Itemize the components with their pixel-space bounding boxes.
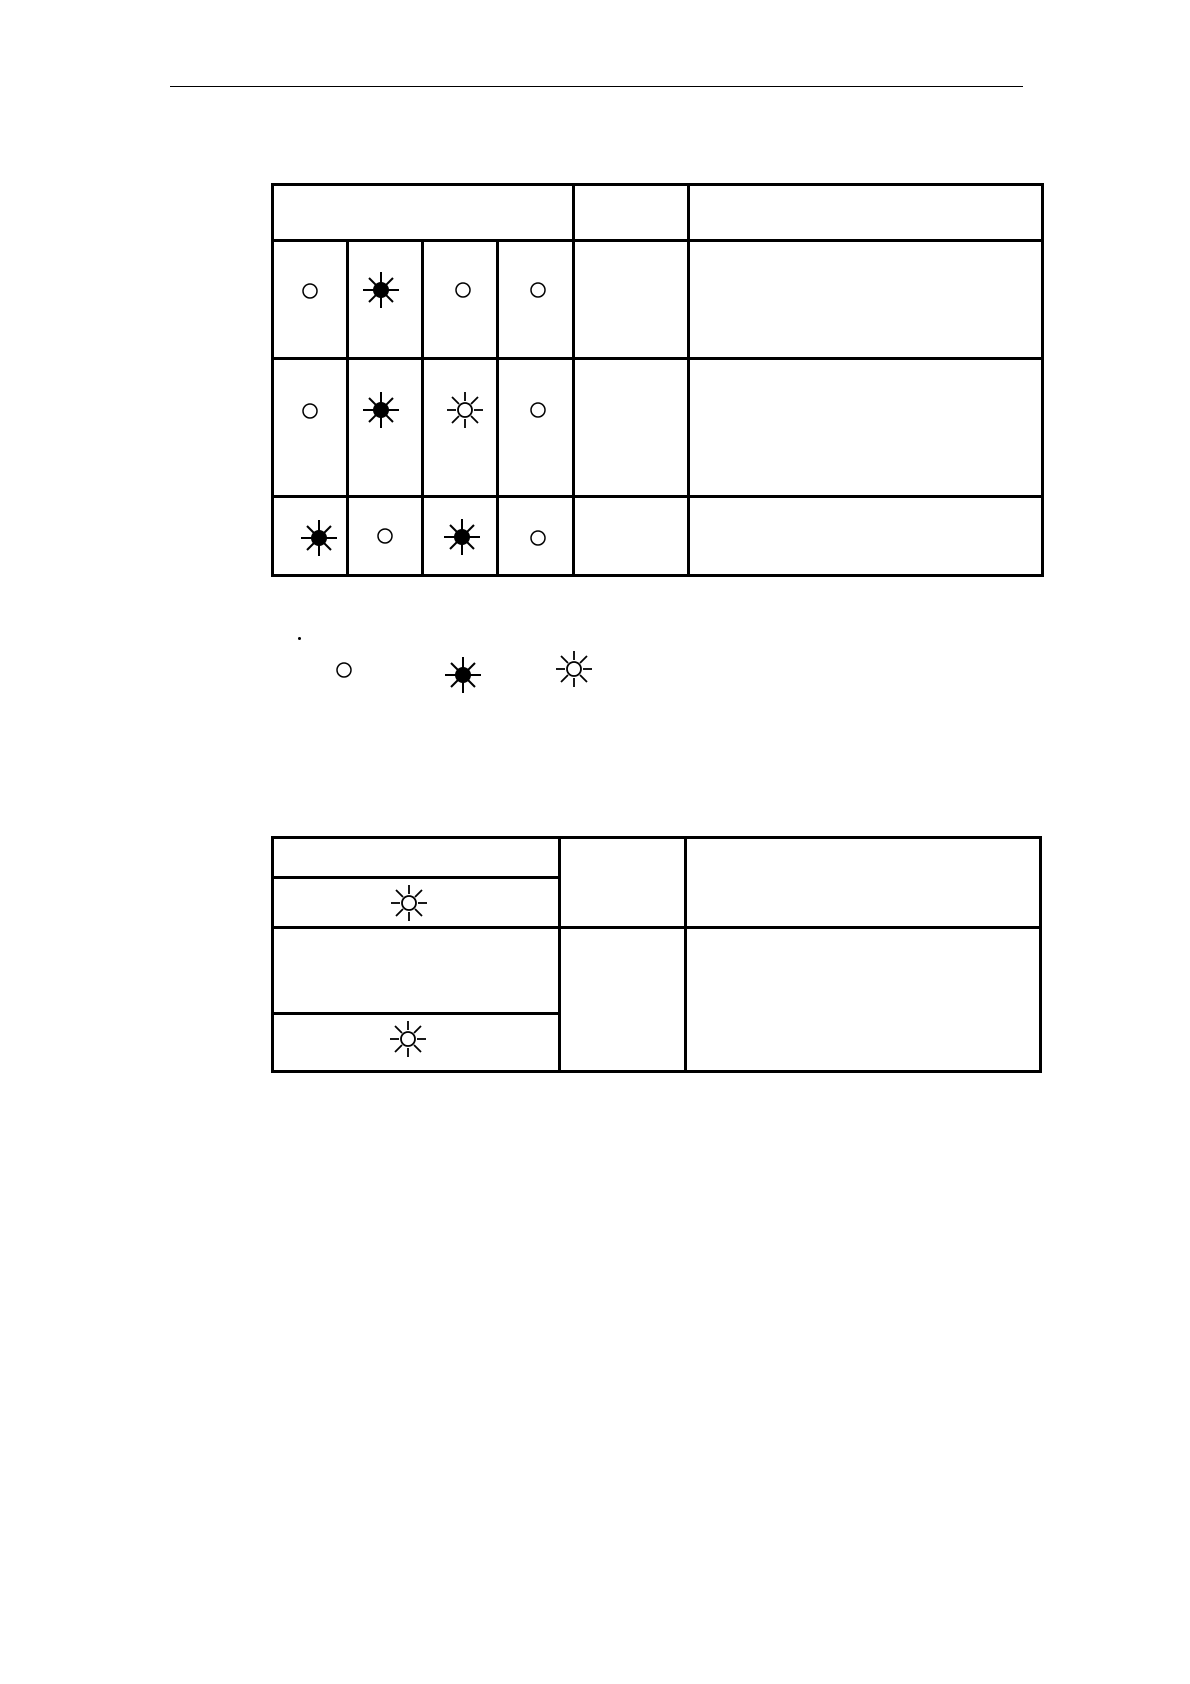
led-off-icon: [290, 391, 330, 431]
led-blink-icon: [445, 390, 485, 430]
led-off-icon: [518, 390, 558, 430]
table1-header-description: [692, 188, 1039, 236]
legend-bullet: [298, 637, 301, 640]
table1-header-led: [276, 188, 566, 236]
led-on-icon: [442, 517, 482, 557]
table1-row1-status: [577, 244, 683, 354]
table2-row1-status: [563, 841, 681, 923]
led-blink-icon: [389, 883, 429, 923]
table2-row1-label: [276, 841, 556, 874]
table2-row2-description: [689, 931, 1037, 1068]
led-off-icon: [365, 516, 405, 556]
led-on-icon: [361, 390, 401, 430]
led-off-icon: [518, 270, 558, 310]
table2-row2-label: [276, 931, 556, 1009]
table2-row2-status: [563, 931, 681, 1068]
page-header-rule: [170, 86, 1023, 87]
table1-row3-status: [577, 500, 683, 572]
table1-row2-status: [577, 362, 683, 492]
led-blink-icon: [554, 649, 594, 689]
table1-row1-description: [692, 244, 1039, 354]
table2-row1-description: [689, 841, 1037, 923]
led-on-icon: [443, 655, 483, 695]
led-on-icon: [299, 518, 339, 558]
led-on-icon: [361, 270, 401, 310]
led-off-icon: [324, 650, 364, 690]
led-blink-icon: [388, 1019, 428, 1059]
led-off-icon: [290, 271, 330, 311]
led-off-icon: [518, 518, 558, 558]
led-off-icon: [443, 270, 483, 310]
table1-row2-description: [692, 362, 1039, 492]
table1-header-status: [577, 188, 683, 236]
table1-row3-description: [692, 500, 1039, 572]
